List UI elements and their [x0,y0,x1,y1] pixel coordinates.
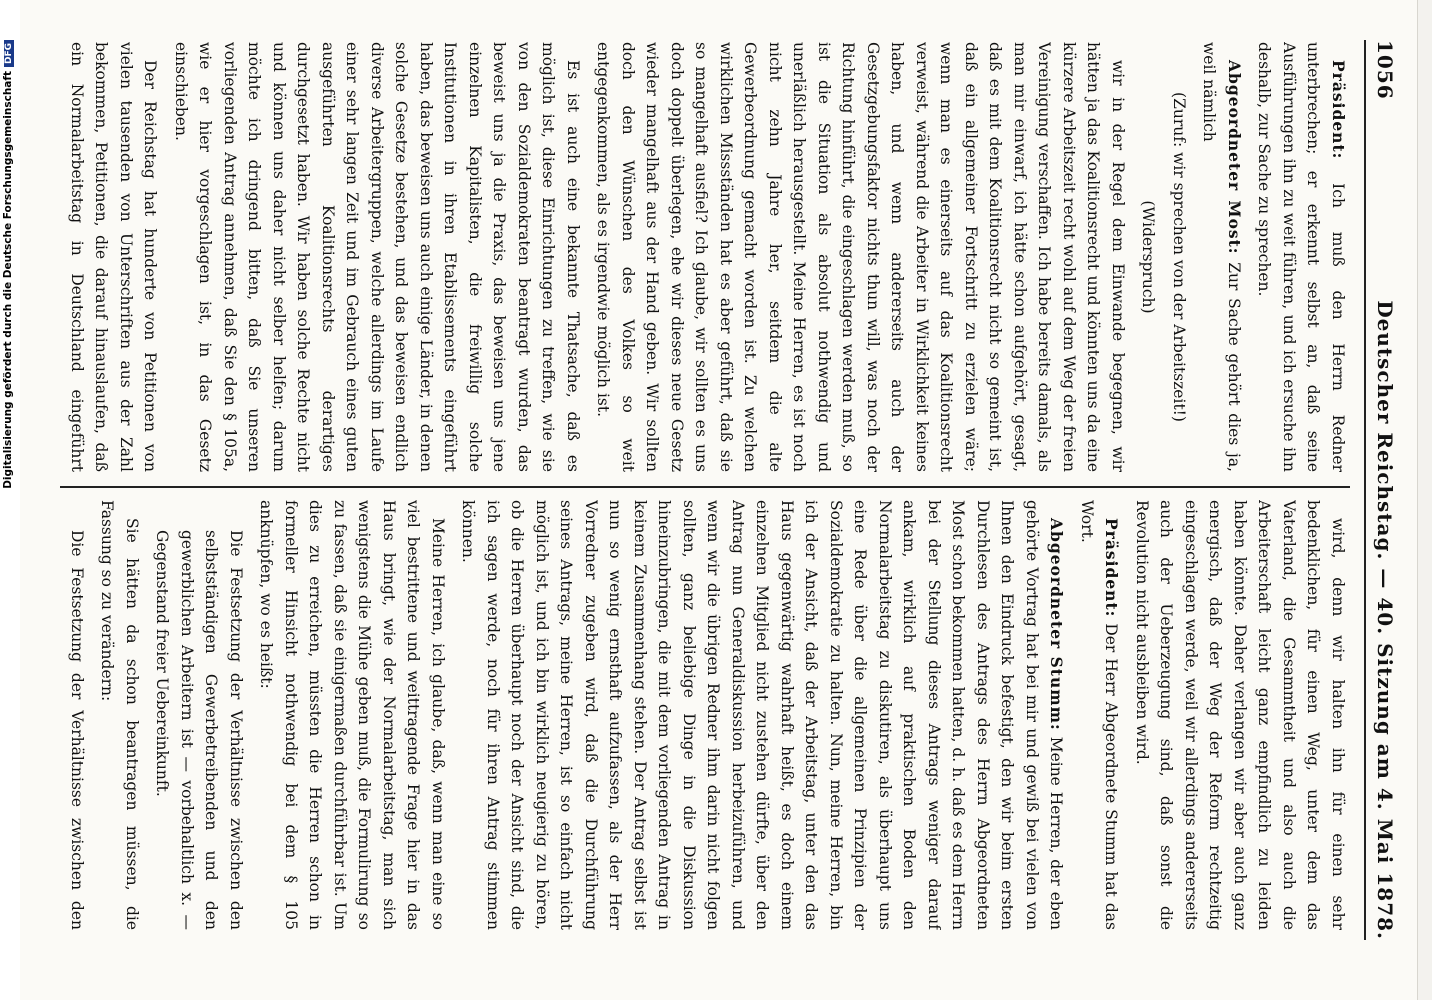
speaker-label: Präsident: [1329,60,1348,160]
interjection: (Widerspruch) [1139,200,1158,314]
page-number: 1056 [1373,40,1397,100]
paragraph: Präsident: Ich muß den Herrn Redner unterbrechen; er erkennt selbst an, daß seine Ausführungen ihn zu weit führen, und ich ersuche ihn deshalb, zur Sache zu sprechen. [1255,42,1348,472]
header-rule [1364,40,1366,940]
column-right [60,500,1350,930]
interjection: (Zuruf: wir sprechen von der Arbeitszeit!) [1170,92,1188,422]
column-left [60,42,1350,472]
paragraph: Präsident: Der Herr Abgeordnete Stumm hat das Wort. [1078,500,1122,930]
speaker-label: Abgeordneter Most: [1225,60,1244,255]
speaker-label: Abgeordneter Stumm: [1047,518,1067,731]
paragraph: wir in der Regel dem Einwande begegnen, wir hätten ja das Koalitionsrecht und könnten uns da eine kürzere Arbeitszeit recht wohl auf dem Weg der freien Vereinigung verschaffen. Ich habe bereits damals, als man mir einwarf, ich hätte schon aufgehört, gesagt, daß es mit dem Koalitionsrecht nicht so gemeint ist, daß ein allgemeiner Fortschritt zu erzielen wäre; wenn man es einerseits auf das Koalitionsrecht verweist, während die Arbeiter in Wirklichkeit keines haben, und wenn andererseits auch der Gesetzgebungsfaktor nichts thun will, was noch der Richtung hinführt, die eingeschlagen werden muß, so ist die Situation als absolut nothwendig und unerläßlich herausgestellt. Meine Herren, es ist noch nicht zehn Jahre her, seitdem die alte Gewerbeordnung gemacht worden ist. Zu welchen wirklichen Missständen hat es aber geführt, daß sie so mangelhaft ausfiel? Ich glaube, wir sollten es uns doch doppelt überlegen, ehe wir dieses neue Gesetz wieder mangelhaft aus der Hand geben. Wir sollten doch den Wünschen des Volkes so weit entgegenkommen, als es irgendwie möglich ist. [594,42,1127,472]
dfg-logo-icon: DFG [4,40,14,67]
paragraph: Es ist auch eine bekannte Thatsache, daß es möglich ist, diese Einrichtungen zu treffen, wie sie von den Sozialdemokraten beantragt wurden, das beweist uns ja die Praxis, das beweisen uns jene einzelnen Kapitalisten, die freiwillig solche Institutionen in ihren Etablissements eingeführt haben, das beweisen uns auch einige Länder, in denen solche Gesetze bestehen, und das beweisen endlich diverse Arbeitergruppen, welche allerdings im Laufe einer sehr langen Zeit und im Gebrauch eines guten ausgeführten Koalitionsrechts derartiges durchgesetzt haben. Wir haben solche Rechte nicht und können uns daher nicht selber helfen; darum möchte ich dringend bitten, daß Sie unseren vorliegenden Antrag annehmen, daß Sie den § 105a, wie er hier vorgeschlagen ist, in das Gesetz einschieben. [172,42,582,472]
paragraph: Meine Herren, ich glaube, daß, wenn man eine so viel bestrittene und weittragende Frage hier in das Haus bringt, wie der Normalarbeitstag, man sich wenigstens die Mühe geben muß, die Formulirung so zu fassen, daß sie einigermaßen durchführbar ist. Um dies zu erreichen, müssten die Herren schon in formeller Hinsicht nothwendig bei dem § 105 anknüpfen, wo es heißt: [257,500,447,930]
paragraph: Abgeordneter Most: Zur Sache gehört dies ja, weil nämlich [1200,42,1244,472]
page-edge [1417,0,1432,1000]
paragraph: Der Reichstag hat hunderte von Petitionen von vielen tausenden von Unterschriften aus der Zahl bekommen, Petitionen, die darauf hinauslaufen, daß ein Normalarbeitstag in Deutschland eingeführt [68,42,160,472]
column-divider [60,486,1350,488]
digitization-credit: Digitalisierung gefördert durch die Deutsche ForschungsgemeinschaftDFG [2,0,18,1000]
speaker-label: Präsident: [1102,518,1122,618]
quotation: Die Festsetzung der Verhältnisse zwischen den [68,530,86,930]
page-header [1370,40,1400,940]
paragraph: Abgeordneter Stumm: Meine Herren, der eben gehörte Vortrag hat bei mir und gewiß bei vielen von Ihnen den Eindruck befestigt, den wir beim ersten Durchlesen des Antrags des Herrn Abgeordneten Most schon bekommen hatten, d. h. daß es dem Herrn bei der Stellung dieses Antrags weniger darauf ankam, wirklich auf praktischen Boden den Normalarbeitstag zu diskutiren, als überhaupt uns eine Rede über die allgemeinen Prinzipien der Sozialdemokratie zu halten. Nun, meine Herren, bin ich der Ansicht, daß der Arbeitstag, unter den das Haus gegenwärtig wahrhaft heißt, es doch einem einzelnen Mitglied nicht zustehen dürfte, über den Antrag nun Generaldiskussion herbeizuführen, und wenn wir die übrigen Redner ihm darin nicht folgen sollten, ganz beliebige Dinge in die Diskussion hineinzubringen, die mit dem vorliegenden Antrag in keinem Zusammenhang stehen. Der Antrag selbst ist nun so wenig ernsthaft aufzufassen, als der Herr Vorredner zugeben wird, daß die Durchführung seines Antrags, meine Herren, ist so einfach nicht möglich ist, und ich bin wirklich neugierig zu hören, ob die Herren überhaupt noch der Ansicht sind, die ich sagen werde, noch für ihren Antrag stimmen können. [459,500,1067,930]
page-title: Deutscher Reichstag. — 40. Sitzung am 4. Mai 1878. [1373,300,1397,940]
paragraph: Sie hätten da schon beantragen müssen, die Fassung so zu verändern: [98,500,141,930]
quotation: Die Festsetzung der Verhältnisse zwischen den selbstständigen Gewerbetreibenden und den gewerblichen Arbeitern ist — vorbehaltlich x. — Gegenstand freier Uebereinkunft. [153,530,245,930]
paragraph: wird, denn wir halten ihn für einen sehr bedenklichen, für einen Weg, unter dem das Vaterland, die Gesammtheit und also auch die Arbeiterschaft leicht ganz empfindlich zu leiden haben könnte. Daher verlangen wir aber auch ganz energisch, daß der Weg der Reform rechtzeitig eingeschlagen werde, weil wir allerdings andererseits auch der Ueberzeugung sind, daß sonst die Revolution nicht ausbleiben wird. [1133,500,1347,930]
